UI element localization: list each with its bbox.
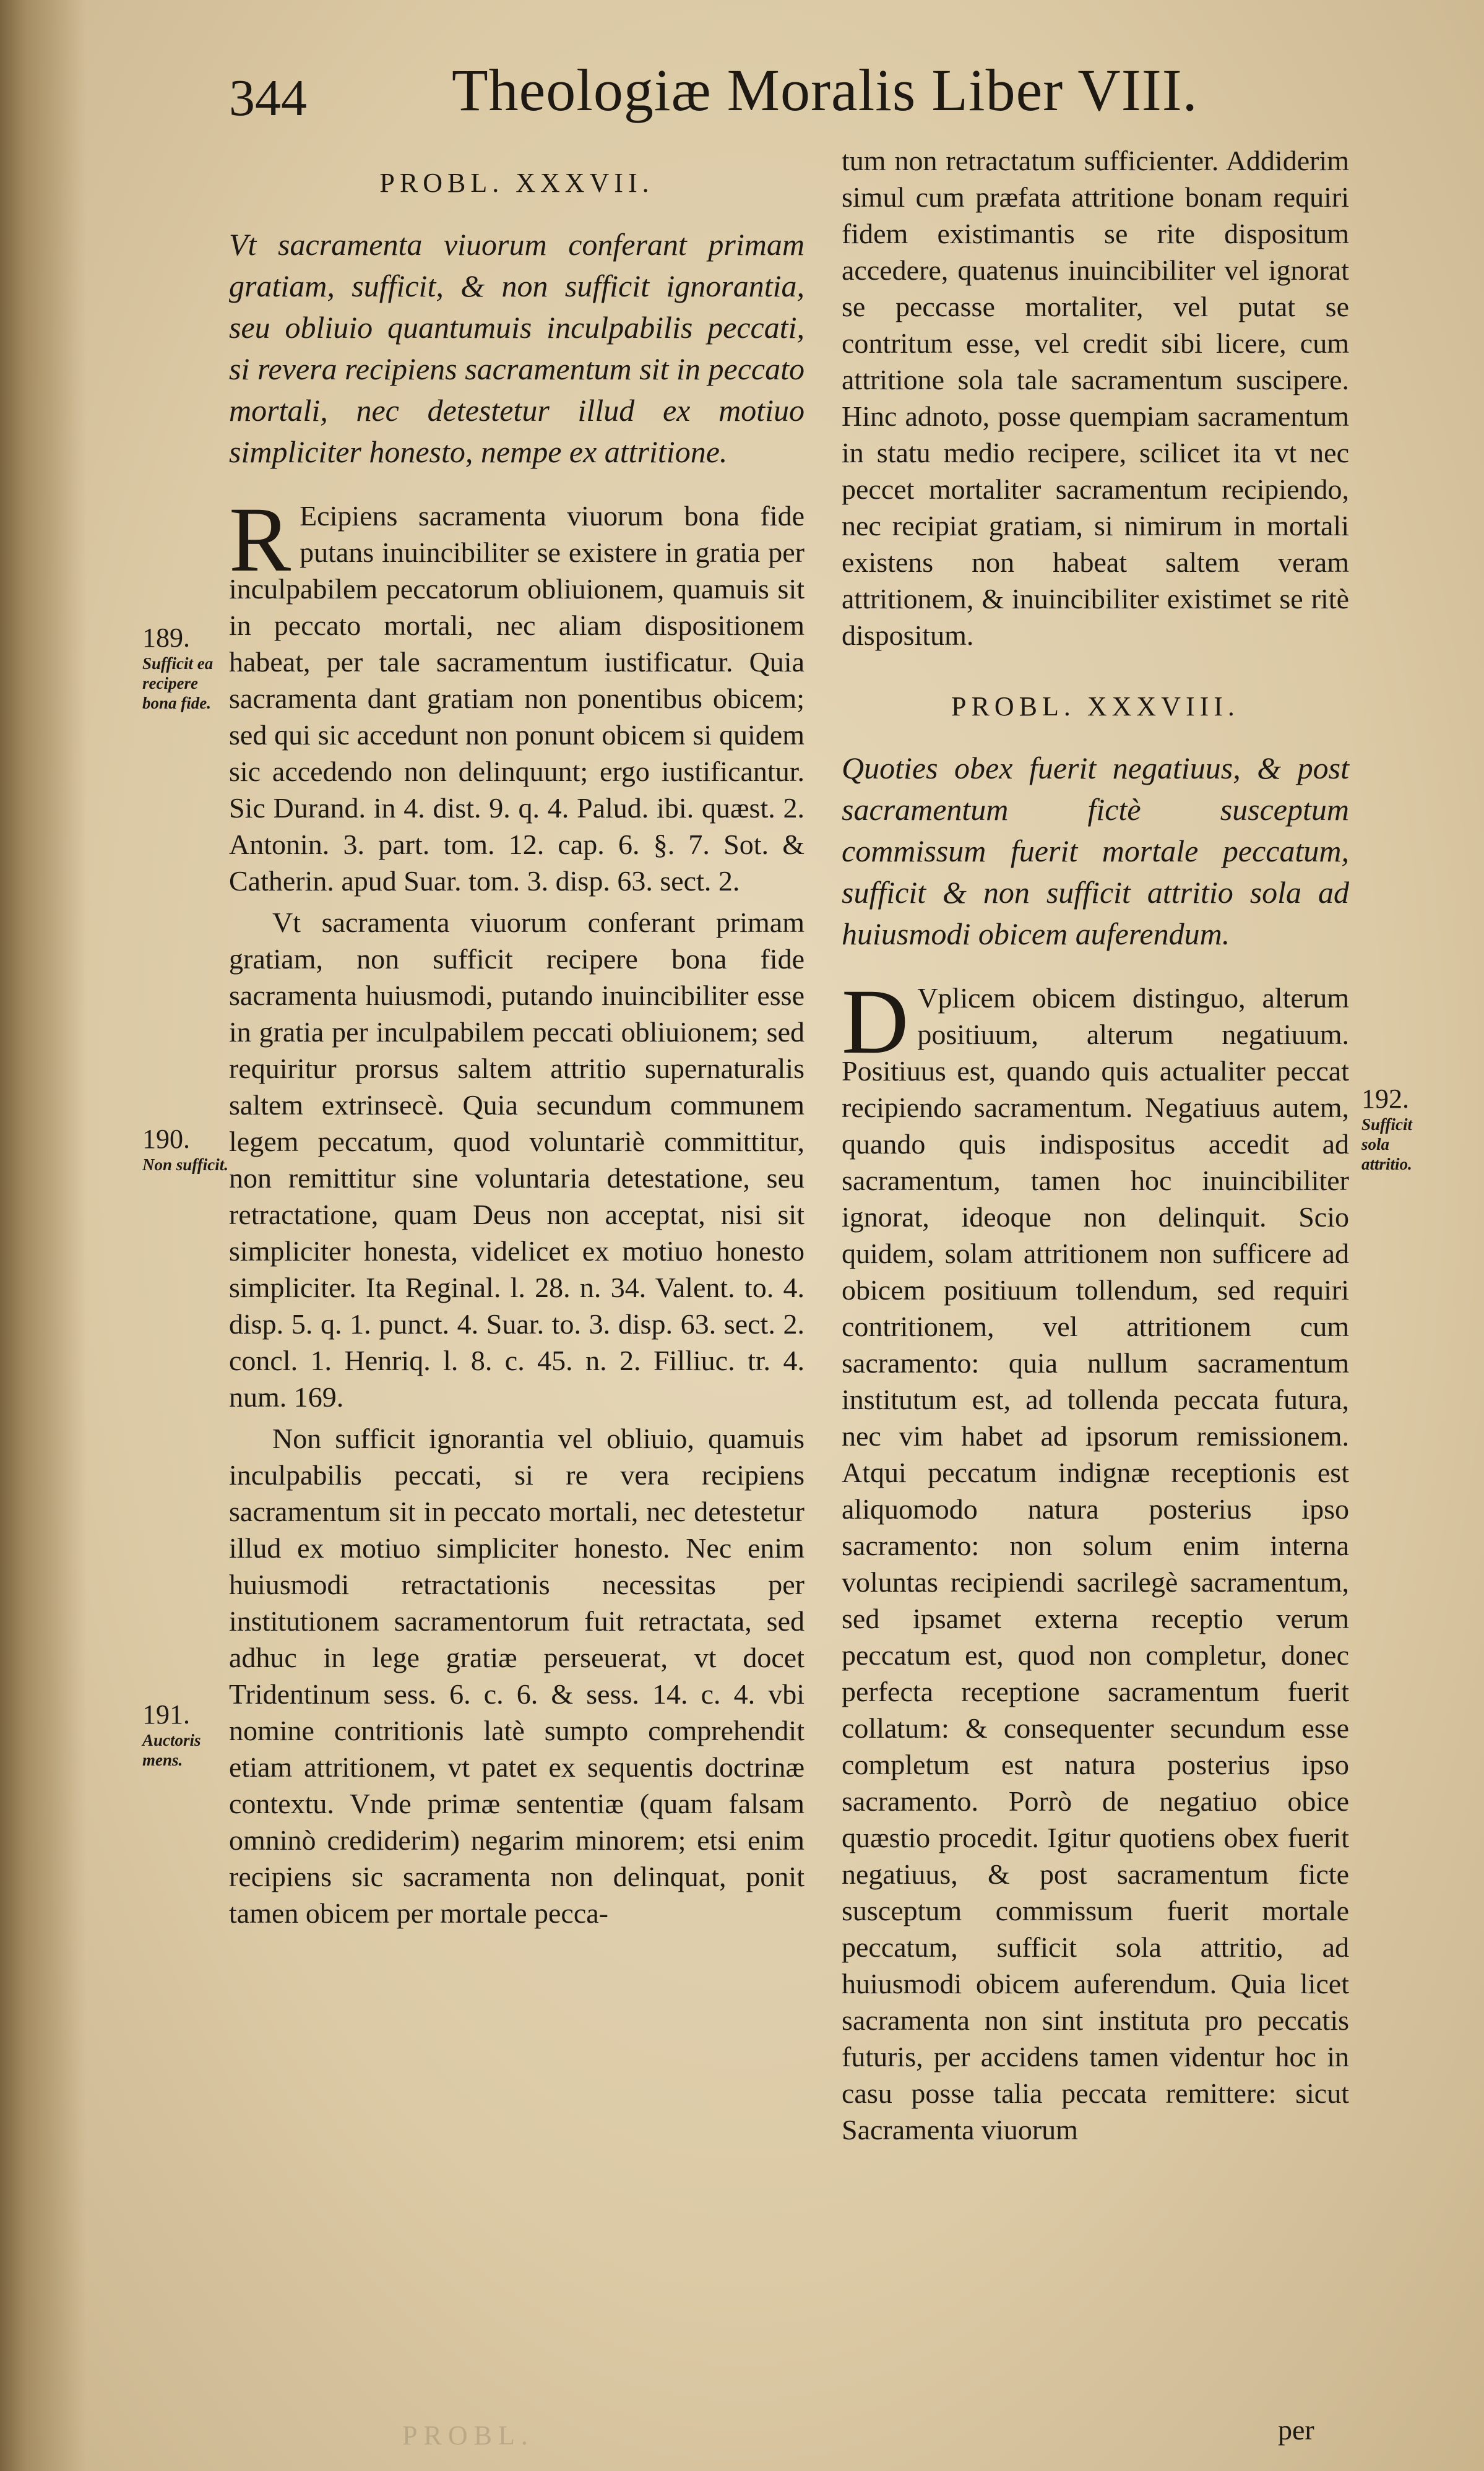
drop-cap: D [842, 970, 909, 1073]
margin-note-191 [142, 1699, 229, 1770]
problem-heading-38: PROBL. XXXVIII. [951, 691, 1240, 722]
right-column [842, 142, 1349, 2153]
paragraph-191: Non sufficit ignorantia vel obliuio, quamuis inculpabilis peccati, si re vera recipiens sacramentum sit in peccato mortali, nec detestetur illud ex motiuo simpliciter honesto. Nec enim huiusmodi retractationis necessitas per institutionem sacramentorum fuit retractata, sed adhuc in lege gratiæ perseuerat, vt docet Tridentinum sess. 6. c. 6. & sess. 14. c. 4. vbi nomine contritionis latè sumpto comprehendit etiam attritionem, vt patet ex sequentis doctrinæ contextu. Vnde primæ sententiæ (quam falsam omninò crediderim) negarim minorem; etsi enim recipiens sic sacramenta non delinquat, ponit tamen obicem per mortale pecca- [229, 1423, 805, 1929]
running-header [229, 56, 1343, 130]
paragraph-189 [229, 488, 805, 899]
binding-shadow [0, 0, 87, 2471]
paragraph-189-text: Ecipiens sacramenta viuorum bona fide putans inuincibiliter se existere in gratia per inculpabilem peccatorum obliuionem, quamuis sit in peccato mortali, nec aliam dispositionem habeat, per tale sacramentum iustificatur. Quia sacramenta dant gratiam non ponentibus obicem; sed qui sic accedunt non ponunt obicem si quidem sic accedendo non delinquunt; ergo iustificantur. Sic Durand. in 4. dist. 9. q. 4. Palud. ibi. quæst. 2. Antonin. 3. part. tom. 12. cap. 6. §. 7. Sot. & Catherin. apud Suar. tom. 3. disp. 63. sect. 2. [229, 500, 805, 897]
left-column [229, 167, 805, 1936]
paragraph-192-text: Vplicem obicem distinguo, alterum positiuum, alterum negatiuum. Positiuus est, quando quis actualiter peccat recipiendo sacramentum. Negatiuus autem, quando quis indispositus accedit ad sacramentum, tamen hoc inuincibiliter ignorat, ideoque non delinquit. Scio quidem, solam attritionem non sufficere ad obicem positiuum tollendum, sed requiri contritionem, vel attritionem cum sacramento: quia nullum sacramentum institutum est, ad tollenda peccata futura, nec vim habet ad ipsorum remissionem. Atqui peccatum indignæ receptionis est aliquomodo natura posterius ipso sacramento: non solum enim interna voluntas recipiendi sacrilegè sacramentum, sed ipsamet externa receptio verum peccatum est, quod non completur, donec perfecta receptione sacramentum fuerit collatum: & consequenter secundum esse completum est natura posterius ipso sacramento. Porrò de negatiuo obice quæstio procedit. Igitur quotiens obex fuerit negatiuus, & post sacramentum ficte susceptum commissum fuerit mortale peccatum, sufficit sola attritio, ad huiusmodi obicem auferendum. Quia licet sacramenta non sint instituta pro peccatis futuris, per accidens tamen videntur hoc in casu posse talia peccata remittere: sicut Sacramenta viuorum [842, 982, 1349, 2145]
catchword: per [1278, 2414, 1314, 2446]
bleed-through-text: PROBL. [402, 2420, 534, 2451]
page-number: 344 [229, 69, 307, 127]
margin-number: 192. [1361, 1084, 1409, 1114]
margin-gloss: Auctoris mens. [142, 1731, 201, 1769]
drop-cap: R [229, 488, 291, 591]
margin-gloss: Non sufficit. [142, 1155, 229, 1174]
paragraph-191-continued: tum non retractatum sufficienter. Addiderim simul cum præfata attritione bonam requiri fidem existimantis se rite dispositum accedere, quatenus inuincibiliter vel ignorat se peccasse mortaliter, vel putat se contritum esse, vel credit sibi licere, cum attritione sola tale sacramentum suscipere. Hinc adnoto, posse quempiam sacramentum in statu medio recipere, scilicet ita vt nec peccet mortaliter sacramentum recipiendo, nec recipiat gratiam, si nimirum in mortali existens non habeat saltem veram attritionem, & inuincibiliter existimet se ritè dispositum. [842, 145, 1349, 651]
paragraph-192 [842, 970, 1349, 2148]
margin-number: 191. [142, 1699, 190, 1730]
problem-heading-37: PROBL. XXXVII. [379, 168, 654, 198]
margin-number: 189. [142, 623, 190, 653]
running-title: Theologiæ Moralis Liber VIII. [452, 57, 1198, 123]
margin-gloss: Sufficit ea recipere bona fide. [142, 654, 214, 712]
margin-gloss: Sufficit sola attritio. [1361, 1115, 1413, 1173]
margin-note-190 [142, 1123, 229, 1175]
problem-thesis-37: Vt sacramenta viuorum conferant primam gratiam, sufficit, & non sufficit ignorantia, seu obliuio quantumuis inculpabilis peccati, si revera recipiens sacramentum sit in peccato mortali, nec detestetur illud ex motiuo simpliciter honesto, nempe ex attritione. [229, 227, 805, 469]
margin-number: 190. [142, 1124, 190, 1154]
paragraph-190: Vt sacramenta viuorum conferant primam gratiam, non sufficit recipere bona fide sacramenta huiusmodi, putando inuincibiliter esse in gratia per inculpabilem peccati obliuionem; sed requiritur prorsus saltem attritio supernaturalis saltem extrinsecè. Quia secundum communem legem peccatum, quod voluntariè committitur, non remittitur sine voluntaria detestatione, seu retractatione, quam Deus non acceptat, nisi sit simpliciter honesta, videlicet ex motiuo honesto simpliciter. Ita Reginal. l. 28. n. 34. Valent. to. 4. disp. 5. q. 1. punct. 4. Suar. to. 3. disp. 63. sect. 2. concl. 1. Henriq. l. 8. c. 45. n. 2. Filliuc. tr. 4. num. 169. [229, 907, 805, 1413]
margin-note-192 [1361, 1083, 1442, 1174]
problem-thesis-38: Quoties obex fuerit negatiuus, & post sacramentum fictè susceptum commissum fuerit mortale peccatum, sufficit & non sufficit attritio sola ad huiusmodi obicem auferendum. [842, 751, 1349, 951]
margin-note-189 [142, 622, 229, 713]
